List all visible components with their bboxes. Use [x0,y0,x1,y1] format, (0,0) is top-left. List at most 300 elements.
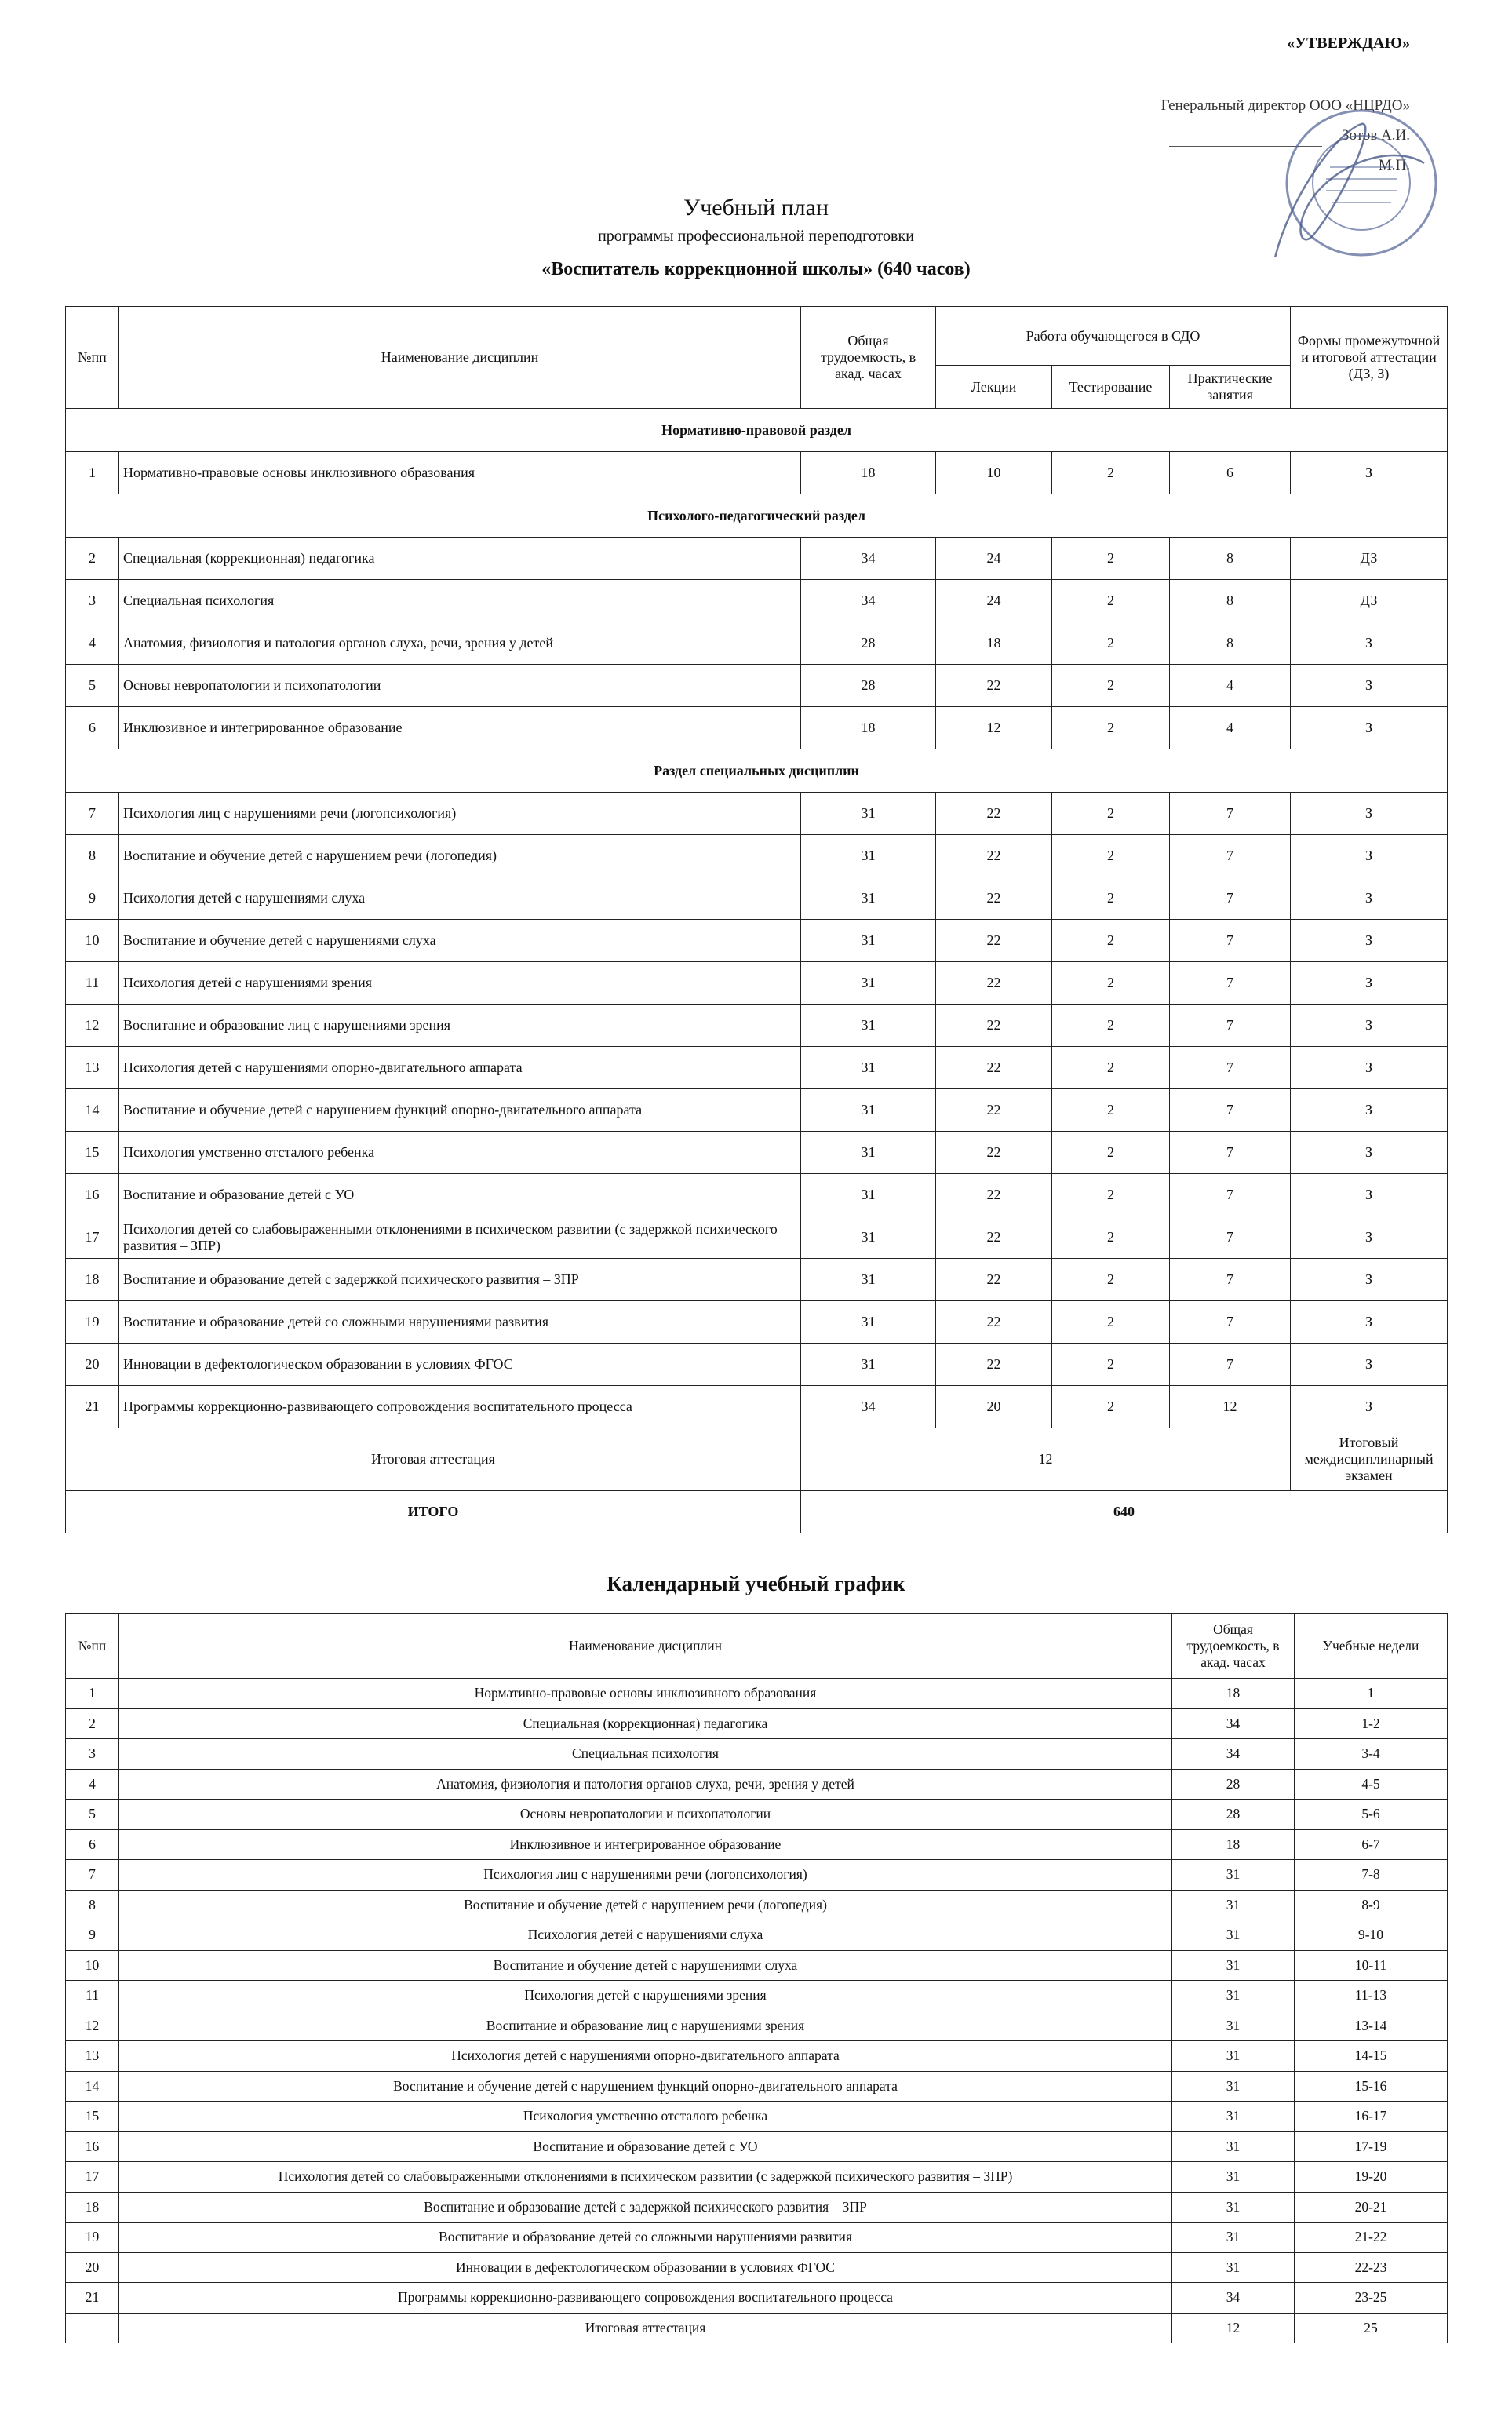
discipline-name: Специальная психология [119,580,801,622]
header-total: Общая трудоемкость, в акад. часах [801,307,936,409]
lecture-hours: 22 [936,920,1052,962]
section-row [66,409,1448,452]
document-title: Учебный план [683,195,829,221]
total-hours: 34 [801,1386,936,1428]
test-hours: 2 [1052,1259,1170,1301]
header-lectures: Лекции [936,366,1052,409]
test-hours: 2 [1052,1174,1170,1216]
test-hours: 2 [1052,1089,1170,1132]
test-hours: 2 [1052,920,1170,962]
row-number: 2 [66,538,119,580]
assessment-form: З [1291,920,1448,962]
study-weeks: 17-19 [1295,2131,1448,2162]
row-number: 17 [66,1216,119,1259]
practice-hours: 7 [1170,962,1291,1005]
lecture-hours: 18 [936,622,1052,665]
assessment-form: ДЗ [1291,538,1448,580]
total-hours: 34 [801,538,936,580]
discipline-name: Нормативно-правовые основы инклюзивного образования [119,452,801,494]
table-row [66,580,1448,622]
study-weeks: 21-22 [1295,2223,1448,2253]
header-work: Работа обучающегося в СДО [936,307,1291,366]
table-row [66,1344,1448,1386]
discipline-name: Программы коррекционно-развивающего сопровождения воспитательного процесса [119,2283,1172,2314]
discipline-name: Воспитание и обучение детей с нарушением функций опорно-двигательного аппарата [119,2071,1172,2102]
practice-hours: 6 [1170,452,1291,494]
row-number: 13 [66,2041,119,2072]
lecture-hours: 12 [936,707,1052,749]
assessment-form: З [1291,793,1448,835]
row-number: 16 [66,2131,119,2162]
row-number: 8 [66,835,119,877]
row-number: 11 [66,1981,119,2011]
schedule-header-weeks: Учебные недели [1295,1614,1448,1679]
test-hours: 2 [1052,622,1170,665]
total-hours: 31 [1172,1860,1295,1891]
practice-hours: 4 [1170,707,1291,749]
test-hours: 2 [1052,1386,1170,1428]
row-number: 5 [66,1800,119,1830]
assessment-form: З [1291,1047,1448,1089]
study-weeks: 19-20 [1295,2162,1448,2193]
row-number: 5 [66,665,119,707]
study-weeks: 16-17 [1295,2102,1448,2132]
study-weeks: 15-16 [1295,2071,1448,2102]
schedule-row [66,2313,1448,2343]
total-hours: 31 [1172,2102,1295,2132]
schedule-header-num: №пп [66,1614,119,1679]
practice-hours: 7 [1170,1005,1291,1047]
total-hours: 31 [801,1174,936,1216]
study-weeks: 14-15 [1295,2041,1448,2072]
lecture-hours: 22 [936,877,1052,920]
row-number: 15 [66,1132,119,1174]
table-row [66,1089,1448,1132]
row-number: 19 [66,2223,119,2253]
discipline-name: Воспитание и обучение детей с нарушениями слуха [119,920,801,962]
discipline-name: Психология лиц с нарушениями речи (логопсихология) [119,793,801,835]
lecture-hours: 22 [936,1259,1052,1301]
discipline-name: Психология детей с нарушениями слуха [119,1920,1172,1951]
discipline-name: Воспитание и обучение детей с нарушением функций опорно-двигательного аппарата [119,1089,801,1132]
table-row [66,538,1448,580]
discipline-name: Воспитание и образование детей со сложными нарушениями развития [119,2223,1172,2253]
schedule-header-total: Общая трудоемкость, в акад. часах [1172,1614,1295,1679]
final-form: Итоговый междисциплинарный экзамен [1291,1428,1448,1491]
total-hours: 31 [1172,2252,1295,2283]
table-row [66,622,1448,665]
row-number: 14 [66,2071,119,2102]
total-hours: 31 [801,1301,936,1344]
schedule-row [66,1708,1448,1739]
discipline-name: Анатомия, физиология и патология органов слуха, речи, зрения у детей [119,1769,1172,1800]
lecture-hours: 22 [936,1005,1052,1047]
discipline-name: Психология умственно отсталого ребенка [119,2102,1172,2132]
section-title: Нормативно-правовой раздел [66,409,1448,452]
row-number: 20 [66,2252,119,2283]
lecture-hours: 22 [936,665,1052,707]
schedule-row [66,1679,1448,1709]
total-hours: 34 [1172,1739,1295,1770]
assessment-form: З [1291,1089,1448,1132]
section-title: Раздел специальных дисциплин [66,749,1448,793]
assessment-form: З [1291,452,1448,494]
header-forms: Формы промежуточной и итоговой аттестации (ДЗ, З) [1291,307,1448,409]
test-hours: 2 [1052,580,1170,622]
table-row [66,1132,1448,1174]
total-hours: 18 [801,707,936,749]
table-row [66,1047,1448,1089]
section-title: Психолого-педагогический раздел [66,494,1448,538]
practice-hours: 7 [1170,1132,1291,1174]
assessment-form: З [1291,877,1448,920]
test-hours: 2 [1052,1132,1170,1174]
schedule-row [66,2131,1448,2162]
study-weeks: 10-11 [1295,1950,1448,1981]
total-hours: 31 [801,1344,936,1386]
discipline-name: Специальная (коррекционная) педагогика [119,1708,1172,1739]
practice-hours: 12 [1170,1386,1291,1428]
assessment-form: З [1291,707,1448,749]
approval-heading: «УТВЕРЖДАЮ» [1287,35,1410,52]
discipline-name: Инновации в дефектологическом образовании в условиях ФГОС [119,1344,801,1386]
discipline-name: Воспитание и обучение детей с нарушениями слуха [119,1950,1172,1981]
final-hours: 12 [801,1428,1291,1491]
row-number: 21 [66,2283,119,2314]
schedule-row [66,1800,1448,1830]
assessment-form: З [1291,835,1448,877]
test-hours: 2 [1052,1216,1170,1259]
section-row [66,749,1448,793]
row-number: 10 [66,920,119,962]
table-row [66,793,1448,835]
total-hours: 28 [1172,1769,1295,1800]
lecture-hours: 22 [936,793,1052,835]
test-hours: 2 [1052,1344,1170,1386]
discipline-name: Психология детей с нарушениями слуха [119,877,801,920]
study-weeks: 20-21 [1295,2192,1448,2223]
row-number: 3 [66,1739,119,1770]
practice-hours: 8 [1170,622,1291,665]
total-hours: 31 [1172,1950,1295,1981]
study-weeks: 6-7 [1295,1829,1448,1860]
lecture-hours: 22 [936,1301,1052,1344]
discipline-name: Психология детей с нарушениями опорно-двигательного аппарата [119,1047,801,1089]
total-hours-sum: 640 [801,1491,1448,1533]
discipline-name: Воспитание и обучение детей с нарушением речи (логопедия) [119,835,801,877]
program-title: «Воспитатель коррекционной школы» (640 часов) [541,259,971,279]
total-hours: 31 [1172,1981,1295,2011]
discipline-name: Психология детей со слабовыраженными отклонениями в психическом развитии (с задержкой психического развития – ЗПР) [119,2162,1172,2193]
discipline-name: Специальная психология [119,1739,1172,1770]
schedule-table [65,1613,1448,2343]
assessment-form: ДЗ [1291,580,1448,622]
final-label: Итоговая аттестация [66,1428,801,1491]
test-hours: 2 [1052,962,1170,1005]
row-number: 10 [66,1950,119,1981]
study-weeks: 1 [1295,1679,1448,1709]
total-hours: 31 [1172,2131,1295,2162]
discipline-name: Воспитание и образование детей с УО [119,1174,801,1216]
total-hours: 31 [1172,2071,1295,2102]
discipline-name: Инклюзивное и интегрированное образование [119,707,801,749]
study-weeks: 5-6 [1295,1800,1448,1830]
study-weeks: 1-2 [1295,1708,1448,1739]
study-weeks: 3-4 [1295,1739,1448,1770]
lecture-hours: 24 [936,538,1052,580]
director-name: Зотов А.И. [1342,127,1410,144]
header-name: Наименование дисциплин [119,307,801,409]
total-hours: 31 [801,962,936,1005]
row-number [66,2313,119,2343]
row-number: 14 [66,1089,119,1132]
row-number: 4 [66,622,119,665]
study-weeks: 7-8 [1295,1860,1448,1891]
document-subtitle: программы профессиональной переподготовки [598,228,914,245]
practice-hours: 7 [1170,793,1291,835]
table-row [66,1216,1448,1259]
schedule-row [66,1890,1448,1920]
assessment-form: З [1291,1301,1448,1344]
row-number: 18 [66,1259,119,1301]
study-weeks: 9-10 [1295,1920,1448,1951]
row-number: 2 [66,1708,119,1739]
discipline-name: Воспитание и образование лиц с нарушениями зрения [119,1005,801,1047]
row-number: 4 [66,1769,119,1800]
total-hours: 34 [1172,1708,1295,1739]
discipline-name: Инновации в дефектологическом образовании в условиях ФГОС [119,2252,1172,2283]
total-hours: 31 [801,1089,936,1132]
study-weeks: 25 [1295,2313,1448,2343]
table-row [66,1259,1448,1301]
practice-hours: 7 [1170,920,1291,962]
lecture-hours: 22 [936,1344,1052,1386]
row-number: 12 [66,2011,119,2041]
seal-stamp-icon [1244,100,1456,273]
schedule-row [66,2011,1448,2041]
lecture-hours: 22 [936,1089,1052,1132]
schedule-row [66,2223,1448,2253]
total-hours: 31 [801,1216,936,1259]
row-number: 15 [66,2102,119,2132]
lecture-hours: 22 [936,1047,1052,1089]
assessment-form: З [1291,1216,1448,1259]
total-hours: 31 [801,793,936,835]
practice-hours: 7 [1170,1089,1291,1132]
discipline-name: Психология детей с нарушениями зрения [119,962,801,1005]
test-hours: 2 [1052,707,1170,749]
total-hours: 31 [1172,1920,1295,1951]
schedule-row [66,2192,1448,2223]
practice-hours: 7 [1170,1301,1291,1344]
total-hours: 31 [801,1132,936,1174]
total-hours: 31 [801,877,936,920]
discipline-name: Психология умственно отсталого ребенка [119,1132,801,1174]
total-hours: 34 [1172,2283,1295,2314]
discipline-name: Воспитание и образование детей с задержкой психического развития – ЗПР [119,2192,1172,2223]
total-row [66,1491,1448,1533]
test-hours: 2 [1052,793,1170,835]
lecture-hours: 10 [936,452,1052,494]
discipline-name: Нормативно-правовые основы инклюзивного образования [119,1679,1172,1709]
row-number: 13 [66,1047,119,1089]
row-number: 7 [66,793,119,835]
header-tests: Тестирование [1052,366,1170,409]
total-hours: 18 [801,452,936,494]
practice-hours: 8 [1170,580,1291,622]
seal-place: М.П. [1378,157,1410,173]
practice-hours: 7 [1170,1174,1291,1216]
test-hours: 2 [1052,452,1170,494]
total-hours: 28 [1172,1800,1295,1830]
schedule-row [66,1860,1448,1891]
discipline-name: Программы коррекционно-развивающего сопровождения воспитательного процесса [119,1386,801,1428]
total-hours: 31 [801,1005,936,1047]
study-weeks: 22-23 [1295,2252,1448,2283]
row-number: 12 [66,1005,119,1047]
study-weeks: 13-14 [1295,2011,1448,2041]
study-weeks: 4-5 [1295,1769,1448,1800]
assessment-form: З [1291,622,1448,665]
schedule-row [66,2252,1448,2283]
table-row [66,877,1448,920]
assessment-form: З [1291,1344,1448,1386]
row-number: 6 [66,1829,119,1860]
row-number: 1 [66,1679,119,1709]
study-weeks: 11-13 [1295,1981,1448,2011]
table-row [66,1386,1448,1428]
discipline-name: Психология детей со слабовыраженными отклонениями в психическом развитии (с задержкой психического развития – ЗПР) [119,1216,801,1259]
total-hours: 31 [801,835,936,877]
discipline-name: Воспитание и образование детей с задержкой психического развития – ЗПР [119,1259,801,1301]
schedule-title: Календарный учебный график [607,1572,905,1595]
table-row [66,1005,1448,1047]
curriculum-table [65,306,1448,1533]
discipline-name: Инклюзивное и интегрированное образование [119,1829,1172,1860]
schedule-row [66,1739,1448,1770]
table-row [66,1301,1448,1344]
row-number: 3 [66,580,119,622]
schedule-row [66,2162,1448,2193]
header-num: №пп [66,307,119,409]
discipline-name: Специальная (коррекционная) педагогика [119,538,801,580]
lecture-hours: 22 [936,1132,1052,1174]
total-hours: 31 [801,1259,936,1301]
test-hours: 2 [1052,665,1170,707]
assessment-form: З [1291,1259,1448,1301]
study-weeks: 8-9 [1295,1890,1448,1920]
schedule-row [66,2102,1448,2132]
section-row [66,494,1448,538]
row-number: 16 [66,1174,119,1216]
header-practice: Практические занятия [1170,366,1291,409]
total-hours: 31 [1172,2041,1295,2072]
practice-hours: 7 [1170,1047,1291,1089]
table-row [66,962,1448,1005]
assessment-form: З [1291,665,1448,707]
discipline-name: Основы невропатологии и психопатологии [119,665,801,707]
assessment-form: З [1291,1005,1448,1047]
total-hours: 31 [1172,1890,1295,1920]
schedule-row [66,2041,1448,2072]
test-hours: 2 [1052,835,1170,877]
schedule-header-name: Наименование дисциплин [119,1614,1172,1679]
row-number: 9 [66,877,119,920]
row-number: 6 [66,707,119,749]
lecture-hours: 22 [936,835,1052,877]
total-hours: 28 [801,665,936,707]
row-number: 11 [66,962,119,1005]
lecture-hours: 22 [936,962,1052,1005]
total-hours: 18 [1172,1679,1295,1709]
total-hours: 31 [1172,2223,1295,2253]
row-number: 21 [66,1386,119,1428]
discipline-name: Основы невропатологии и психопатологии [119,1800,1172,1830]
practice-hours: 4 [1170,665,1291,707]
table-row [66,835,1448,877]
practice-hours: 7 [1170,1259,1291,1301]
lecture-hours: 24 [936,580,1052,622]
table-row [66,920,1448,962]
total-hours: 31 [1172,2192,1295,2223]
practice-hours: 7 [1170,1344,1291,1386]
total-hours: 12 [1172,2313,1295,2343]
schedule-row [66,1769,1448,1800]
test-hours: 2 [1052,877,1170,920]
row-number: 8 [66,1890,119,1920]
practice-hours: 7 [1170,835,1291,877]
row-number: 17 [66,2162,119,2193]
discipline-name: Воспитание и образование детей со сложными нарушениями развития [119,1301,801,1344]
assessment-form: З [1291,1174,1448,1216]
lecture-hours: 20 [936,1386,1052,1428]
schedule-row [66,1981,1448,2011]
total-hours: 18 [1172,1829,1295,1860]
lecture-hours: 22 [936,1174,1052,1216]
assessment-form: З [1291,1132,1448,1174]
row-number: 7 [66,1860,119,1891]
total-hours: 31 [801,1047,936,1089]
total-hours: 31 [801,920,936,962]
schedule-row [66,1950,1448,1981]
discipline-name: Воспитание и образование лиц с нарушениями зрения [119,2011,1172,2041]
discipline-name: Воспитание и образование детей с УО [119,2131,1172,2162]
table-row [66,707,1448,749]
test-hours: 2 [1052,1005,1170,1047]
lecture-hours: 22 [936,1216,1052,1259]
row-number: 1 [66,452,119,494]
row-number: 9 [66,1920,119,1951]
practice-hours: 7 [1170,877,1291,920]
total-hours: 34 [801,580,936,622]
test-hours: 2 [1052,1301,1170,1344]
test-hours: 2 [1052,538,1170,580]
table-row [66,665,1448,707]
assessment-form: З [1291,1386,1448,1428]
discipline-name: Анатомия, физиология и патология органов слуха, речи, зрения у детей [119,622,801,665]
discipline-name: Психология детей с нарушениями зрения [119,1981,1172,2011]
discipline-name: Итоговая аттестация [119,2313,1172,2343]
final-assessment-row [66,1428,1448,1491]
total-hours: 28 [801,622,936,665]
practice-hours: 8 [1170,538,1291,580]
schedule-row [66,1829,1448,1860]
schedule-row [66,2283,1448,2314]
table-row [66,452,1448,494]
assessment-form: З [1291,962,1448,1005]
discipline-name: Психология детей с нарушениями опорно-двигательного аппарата [119,2041,1172,2072]
total-label: ИТОГО [66,1491,801,1533]
